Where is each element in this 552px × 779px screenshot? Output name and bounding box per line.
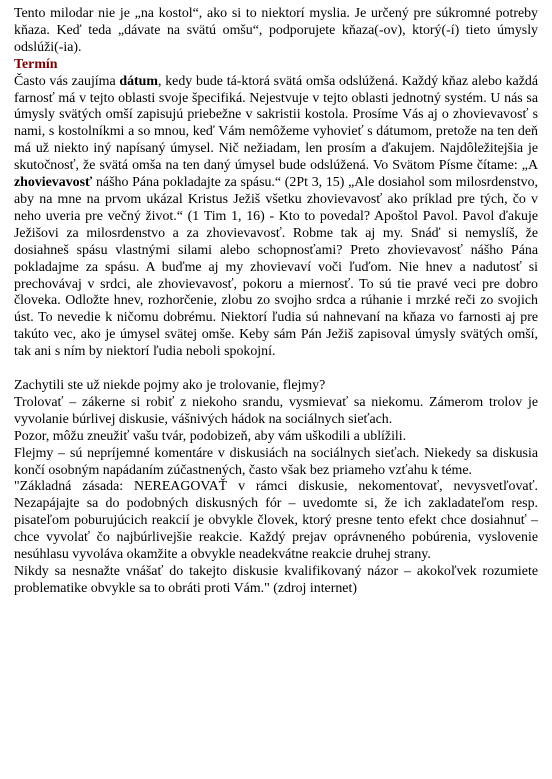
termin-heading: Termín <box>14 56 58 72</box>
basic-rule-paragraph: "Základná zásada: NEREAGOVAŤ v rámci diskusie, nekomentovať, nevysvetľovať. Nezapájajte sa do podobných diskusných fór – uvedomte si, že ich zakladateľom resp. pisateľom poburujúcich reakcií je obvykle človek, ktorý presne tento efekt chce dosiahnuť – chce vyvolať čo najbúrlivejšie reakcie. Každý prejav oprávneného pobúrenia, vyslovenie nesúhlasu vyvoláva okamžite a obvykle neadekvátne reakcie druhej strany. <box>14 479 538 563</box>
advice-paragraph: Nikdy sa nesnažte vnášať do takejto diskusie kvalifikovaný názor – akokoľvek rozumiete problematike obvykle sa to obráti proti Vám." (zdroj internet) <box>14 564 538 596</box>
termin-bold-datum: dátum <box>119 73 158 89</box>
termin-bold-zhovievavost: zhovievavosť <box>14 175 93 191</box>
section-gap <box>14 361 538 378</box>
trolling-question: Zachytili ste už niekde pojmy ako je trolovanie, flejmy? <box>14 378 326 394</box>
flame-definition: Flejmy – sú nepríjemné komentáre v diskusiách na sociálnych sieťach. Niekedy sa diskusia končí osobným napádaním zúčastnených, často však bez priameho vzťahu k téme. <box>14 445 538 478</box>
termin-text-a: Často vás zaujíma <box>14 73 120 89</box>
trolling-warning: Pozor, môžu zneužiť vašu tvár, podobizeň, aby vám uškodili a ublížili. <box>14 428 407 444</box>
trolling-definition: Trolovať – zákerne si robiť z niekoho srandu, vysmievať sa niekomu. Zámerom trolov je vyvolanie búrlivej diskusie, vášnivých hádok na sociálnych sieťach. <box>14 394 538 427</box>
termin-text-c: , kedy bude tá-ktorá svätá omša odslúžená. Každý kňaz alebo každá farnosť má v tejto oblasti svoje špecifiká. Nejestvuje v tejto oblasti jednotný systém. U nás sa úmysly svätých omší zapisujú priebežne v sakristii kostola. Prosíme Vás aj o zhovievavosť s nami, s kostolníkmi a so mnou, keď Vám nemôžeme vyhovieť s dátumom, pretože na ten deň má už niekto iný napísaný úmysel. Nič nežiadam, len prosím a ďakujem. Najdôležitejšia je skutočnosť, že svätá omša na ten daný úmysel bude odslúžená. Vo Svätom Písme čítame: „A <box>14 73 538 174</box>
termin-paragraph <box>14 74 538 361</box>
termin-text-e: nášho Pána pokladajte za spásu.“ (2Pt 3, 15) „Ale dosiahol som milosrdenstvo, aby na mne na prvom ukázal Kristus Ježiš všetku zhovievavosť ako príklad pre tých, čo v neho uveria pre večný život.“ (1 Tim 1, 16) - Kto to povedal? Apoštol Pavol. Pavol ďakuje Ježišovi za milosrdenstvo a za zhovievavosť. Robme tak aj my. Snáď si nemyslíš, že dosiahneš spásu vlastnými silami alebo schopnosťami? Preto zhovievavosť nášho Pána pokladajme za spásu. A buďme aj my zhovievaví voči ľuďom. Nie hnev a nadutosť si prechovávaj v srdci, ale zhovievavosť, pokoru a miernosť. To sú tie pravé veci pre dobro človeka. Odložte hnev, rozhorčenie, zlobu zo svojho srdca a rúhanie i mrzké reči zo svojich úst. To nevedie k ničomu dobrému. Niektorí ľudia sú nahnevaní na kňaza vo farnosti aj pre takúto vec, ako je úmysel svätej omše. Keby sám Pán Ježiš zapisoval úmysly svätých omší, tak ani s ním by niektorí ľudia neboli spokojní. <box>14 175 538 360</box>
intro-paragraph: Tento milodar nie je „na kostol“, ako si to niektorí myslia. Je určený pre súkromné potreby kňaza. Keď teda „dávate na svätú omšu“, podporujete kňaza(-ov), ktorý(-í) tieto úmysly odslúži(-ia). <box>14 6 538 55</box>
